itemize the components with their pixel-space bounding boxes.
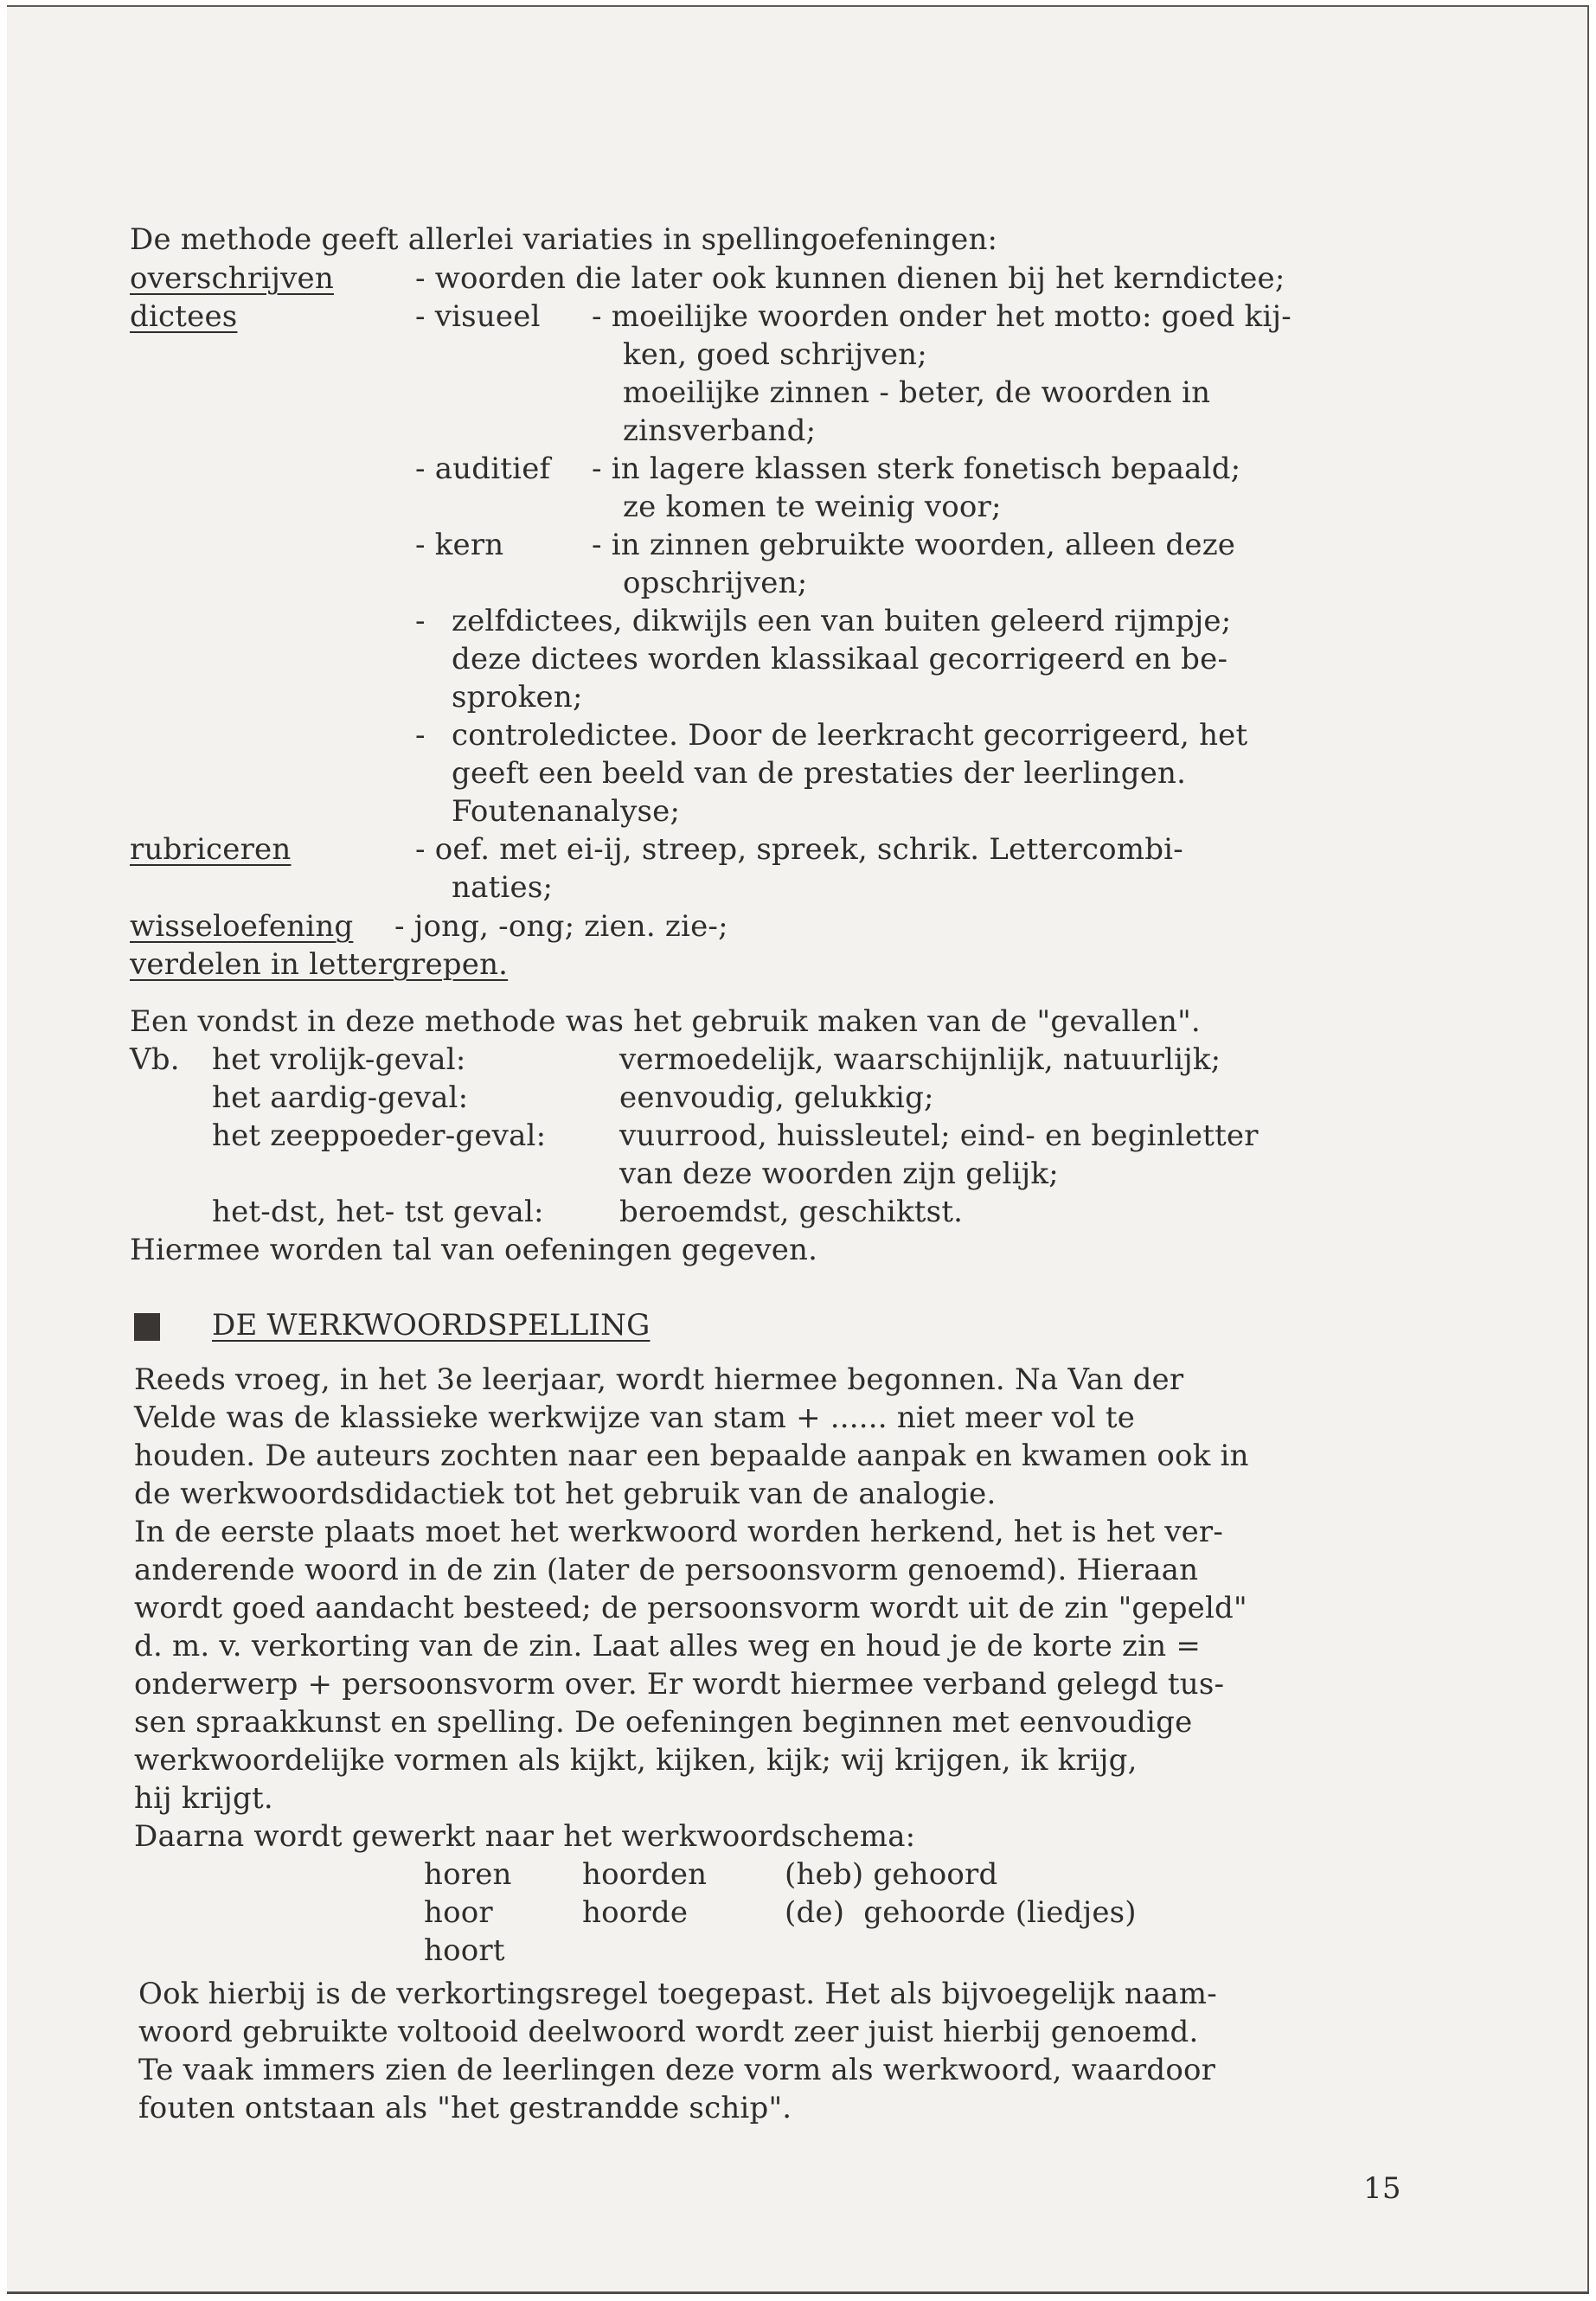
term-overschrijven: overschrijven: [130, 261, 334, 296]
paragraph-line: wordt goed aandacht besteed; de persoonsvorm wordt uit de zin "gepeld": [134, 1591, 1247, 1625]
paragraph-line: In de eerste plaats moet het werkwoord worden herkend, het is het ver-: [134, 1515, 1224, 1549]
overschrijven-text: - woorden die later ook kunnen dienen bij het kerndictee;: [415, 261, 1285, 296]
dictees-zelf-line-3: sproken;: [452, 680, 583, 715]
paragraph-line: houden. De auteurs zochten naar een bepaalde aanpak en kwamen ook in: [134, 1439, 1249, 1473]
dictees-visueel-line-1: - moeilijke woorden onder het motto: goed kij-: [592, 299, 1292, 334]
closing-line: Ook hierbij is de verkortingsregel toegepast. Het als bijvoegelijk naam-: [138, 1977, 1217, 2011]
term-wisseloefening: wisseloefening: [130, 909, 354, 944]
case-words: vermoedelijk, waarschijnlijk, natuurlijk;: [619, 1042, 1221, 1077]
paragraph-line: onderwerp + persoonsvorm over. Er wordt hiermee verband gelegd tus-: [134, 1667, 1225, 1702]
page-number: 15: [1363, 2171, 1401, 2206]
rubriceren-line-1: - oef. met ei-ij, streep, spreek, schrik. Lettercombi-: [415, 832, 1183, 867]
paragraph-line: werkwoordelijke vormen als kijkt, kijken, kijk; wij krijgen, ik krijg,: [134, 1743, 1138, 1778]
dictees-zelf-line-1: zelfdictees, dikwijls een van buiten geleerd rijmpje;: [452, 604, 1232, 638]
case-words: van deze woorden zijn gelijk;: [619, 1157, 1059, 1191]
rubriceren-line-2: naties;: [452, 870, 554, 905]
section-heading: DE WERKWOORDSPELLING: [212, 1308, 651, 1343]
case-words: beroemdst, geschiktst.: [619, 1195, 964, 1229]
paragraph-line: d. m. v. verkorting van de zin. Laat alles weg en houd je de korte zin =: [134, 1629, 1202, 1663]
case-words: vuurrood, huissleutel; eind- en beginletter: [619, 1118, 1259, 1153]
dictees-controle-line-1: controledictee. Door de leerkracht gecorrigeerd, het: [452, 718, 1248, 753]
paragraph-line: de werkwoordsdidactiek tot het gebruik van de analogie.: [134, 1477, 997, 1511]
section2-outro: Hiermee worden tal van oefeningen gegeven.: [130, 1233, 818, 1267]
case-words: eenvoudig, gelukkig;: [619, 1080, 934, 1115]
dictees-controle-line-3: Foutenanalyse;: [452, 794, 681, 829]
section1-intro: De methode geeft allerlei variaties in spellingoefeningen:: [130, 222, 998, 257]
dictees-visueel-line-3: moeilijke zinnen - beter, de woorden in: [623, 375, 1211, 410]
dictees-zelf-line-2: deze dictees worden klassikaal gecorrigeerd en be-: [452, 642, 1228, 676]
dictees-kern-line-1: - in zinnen gebruikte woorden, alleen deze: [592, 528, 1236, 562]
case-label: het zeeppoeder-geval:: [212, 1118, 547, 1153]
schema-cell: hoor: [424, 1895, 493, 1930]
wisseloefening-text: - jong, -ong; zien. zie-;: [394, 909, 728, 944]
schema-cell: (heb) gehoord: [785, 1857, 998, 1892]
dictees-kern-line-2: opschrijven;: [623, 566, 808, 600]
case-label: het vrolijk-geval:: [212, 1042, 466, 1077]
dictees-kern-label: - kern: [415, 528, 504, 562]
closing-line: fouten ontstaan als "het gestrandde schip".: [138, 2091, 792, 2125]
paragraph-line: Reeds vroeg, in het 3e leerjaar, wordt hiermee begonnen. Na Van der: [134, 1362, 1184, 1397]
dictees-auditief-line-2: ze komen te weinig voor;: [623, 490, 1002, 524]
closing-line: woord gebruikte voltooid deelwoord wordt zeer juist hierbij genoemd.: [138, 2015, 1199, 2049]
dictees-visueel-label: - visueel: [415, 299, 541, 334]
paragraph-line: anderende woord in de zin (later de persoonsvorm genoemd). Hieraan: [134, 1553, 1199, 1587]
dictees-controle-dash: -: [415, 718, 426, 753]
paragraph-line: sen spraakkunst en spelling. De oefeningen beginnen met eenvoudige: [134, 1705, 1193, 1740]
paragraph-line: Daarna wordt gewerkt naar het werkwoordschema:: [134, 1819, 916, 1854]
closing-line: Te vaak immers zien de leerlingen deze vorm als werkwoord, waardoor: [138, 2053, 1216, 2087]
vb-label: Vb.: [130, 1042, 180, 1077]
dictees-visueel-line-4: zinsverband;: [623, 413, 817, 448]
paragraph-line: hij krijgt.: [134, 1781, 273, 1816]
schema-cell: hoorden: [582, 1857, 708, 1892]
schema-cell: hoorde: [582, 1895, 689, 1930]
heading-bullet-square: [134, 1313, 160, 1341]
dictees-visueel-line-2: ken, goed schrijven;: [623, 337, 927, 372]
section2-intro: Een vondst in deze methode was het gebruik maken van de "gevallen".: [130, 1004, 1201, 1039]
case-label: het aardig-geval:: [212, 1080, 469, 1115]
term-dictees: dictees: [130, 299, 238, 334]
paragraph-line: Velde was de klassieke werkwijze van stam + ...... niet meer vol te: [134, 1400, 1136, 1435]
case-label: het-dst, het- tst geval:: [212, 1195, 544, 1229]
dictees-zelf-dash: -: [415, 604, 426, 638]
term-rubriceren: rubriceren: [130, 832, 292, 867]
dictees-auditief-label: - auditief: [415, 452, 551, 486]
dictees-auditief-line-1: - in lagere klassen sterk fonetisch bepaald;: [592, 452, 1241, 486]
schema-cell: hoort: [424, 1933, 505, 1968]
verdelen-in-lettergrepen: verdelen in lettergrepen.: [130, 947, 509, 982]
dictees-controle-line-2: geeft een beeld van de prestaties der leerlingen.: [452, 756, 1187, 791]
schema-cell: (de) gehoorde (liedjes): [785, 1895, 1137, 1930]
schema-cell: horen: [424, 1857, 512, 1892]
